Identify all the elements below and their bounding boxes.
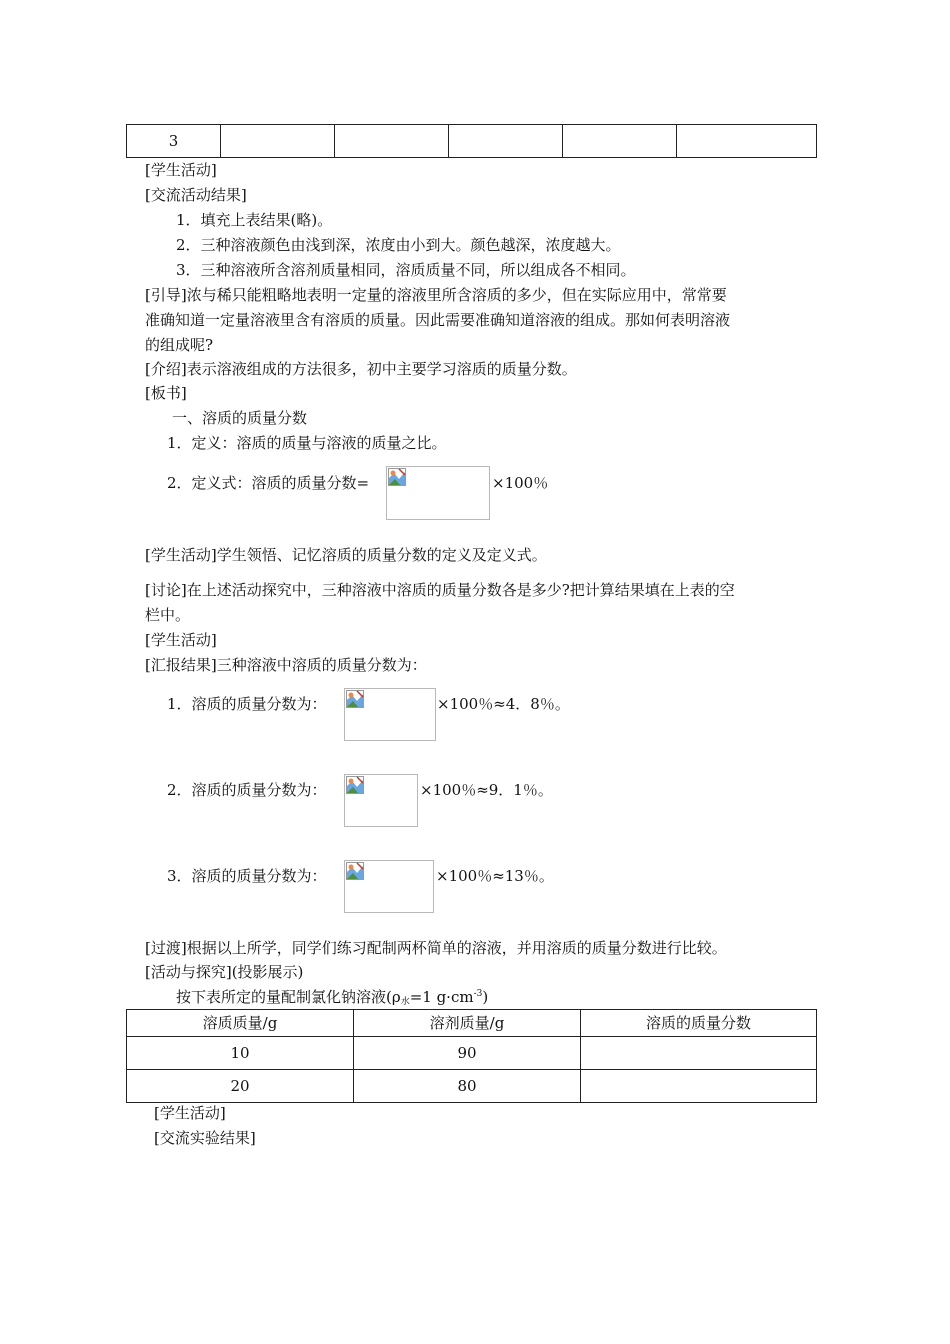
section-label: [学生活动]	[145, 631, 217, 649]
result-text: 1．溶质的质量分数为：	[167, 695, 327, 713]
section-label: [学生活动]	[145, 161, 217, 179]
section-label: [板书]	[145, 384, 187, 402]
table-cell: 3	[127, 125, 221, 158]
section-label: [交流活动结果]	[145, 186, 247, 204]
formula-image	[344, 860, 434, 913]
table-row	[127, 1070, 817, 1103]
column-header: 溶质质量/g	[127, 1010, 354, 1037]
list-item: 2．三种溶液颜色由浅到深，浓度由小到大。颜色越深，浓度越大。	[176, 236, 621, 254]
table-cell	[563, 125, 677, 158]
section-label: [交流实验结果]	[154, 1129, 256, 1147]
table-header-row	[127, 1010, 817, 1037]
formula-text: ×100％	[492, 474, 549, 492]
broken-image-icon	[388, 468, 406, 486]
table-row	[127, 1037, 817, 1070]
list-item: 1．填充上表结果(略)。	[176, 211, 333, 229]
heading: 一、溶质的质量分数	[172, 409, 308, 427]
result-text: ×100％≈9．1％。	[420, 781, 553, 799]
table-cell	[335, 125, 449, 158]
paragraph-line: [讨论]在上述活动探究中，三种溶液中溶质的质量分数各是多少?把计算结果填在上表的空	[145, 581, 735, 599]
result-text: ×100％≈13％。	[436, 867, 554, 885]
table-cell	[581, 1037, 817, 1070]
broken-image-icon	[346, 862, 364, 880]
list-item: 3．三种溶液所含溶剂质量相同，溶质质量不同，所以组成各不相同。	[176, 261, 636, 279]
table-cell: 10	[127, 1037, 354, 1070]
table-cell: 90	[354, 1037, 581, 1070]
table-cell	[581, 1070, 817, 1103]
table-row	[127, 125, 817, 158]
table-cell	[221, 125, 335, 158]
paragraph-line: [过渡]根据以上所学，同学们练习配制两杯简单的溶液，并用溶质的质量分数进行比较。	[145, 939, 727, 957]
broken-image-icon	[346, 690, 364, 708]
paragraph-line: [引导]浓与稀只能粗略地表明一定量的溶液里所含溶质的多少，但在实际应用中，常常要	[145, 286, 727, 304]
paragraph-line: 准确知道一定量溶液里含有溶质的质量。因此需要准确知道溶液的组成。那如何表明溶液	[145, 311, 731, 329]
table-cell	[449, 125, 563, 158]
table-caption: 按下表所定的量配制氯化钠溶液($\rho_水=1$ $g\cdot cm^{-3}$)	[176, 988, 489, 1007]
result-text: 2．溶质的质量分数为：	[167, 781, 327, 799]
nacl-solution-table	[126, 1009, 817, 1103]
section-label: [活动与探究](投影展示)	[145, 963, 304, 981]
paragraph-line: 栏中。	[145, 606, 191, 624]
broken-image-icon	[346, 776, 364, 794]
result-text: ×100％≈4．8％。	[437, 695, 570, 713]
section-label: [学生活动]	[154, 1104, 226, 1122]
paragraph-line: [学生活动]学生领悟、记忆溶质的质量分数的定义及定义式。	[145, 546, 547, 564]
table-cell: 20	[127, 1070, 354, 1103]
column-header: 溶质的质量分数	[581, 1010, 817, 1037]
paragraph-line: [介绍]表示溶液组成的方法很多，初中主要学习溶质的质量分数。	[145, 360, 577, 378]
formula-text: 2．定义式：溶质的质量分数=	[167, 474, 370, 492]
list-item: 1．定义：溶质的质量与溶液的质量之比。	[167, 434, 447, 452]
paragraph-line: 的组成呢?	[145, 336, 214, 354]
experiment-table-partial	[126, 124, 817, 158]
column-header: 溶剂质量/g	[354, 1010, 581, 1037]
table-cell	[677, 125, 817, 158]
paragraph-line: [汇报结果]三种溶液中溶质的质量分数为：	[145, 656, 427, 674]
formula-image	[386, 466, 490, 520]
table-cell: 80	[354, 1070, 581, 1103]
result-text: 3．溶质的质量分数为：	[167, 867, 327, 885]
formula-image	[344, 774, 418, 827]
formula-image	[344, 688, 436, 741]
